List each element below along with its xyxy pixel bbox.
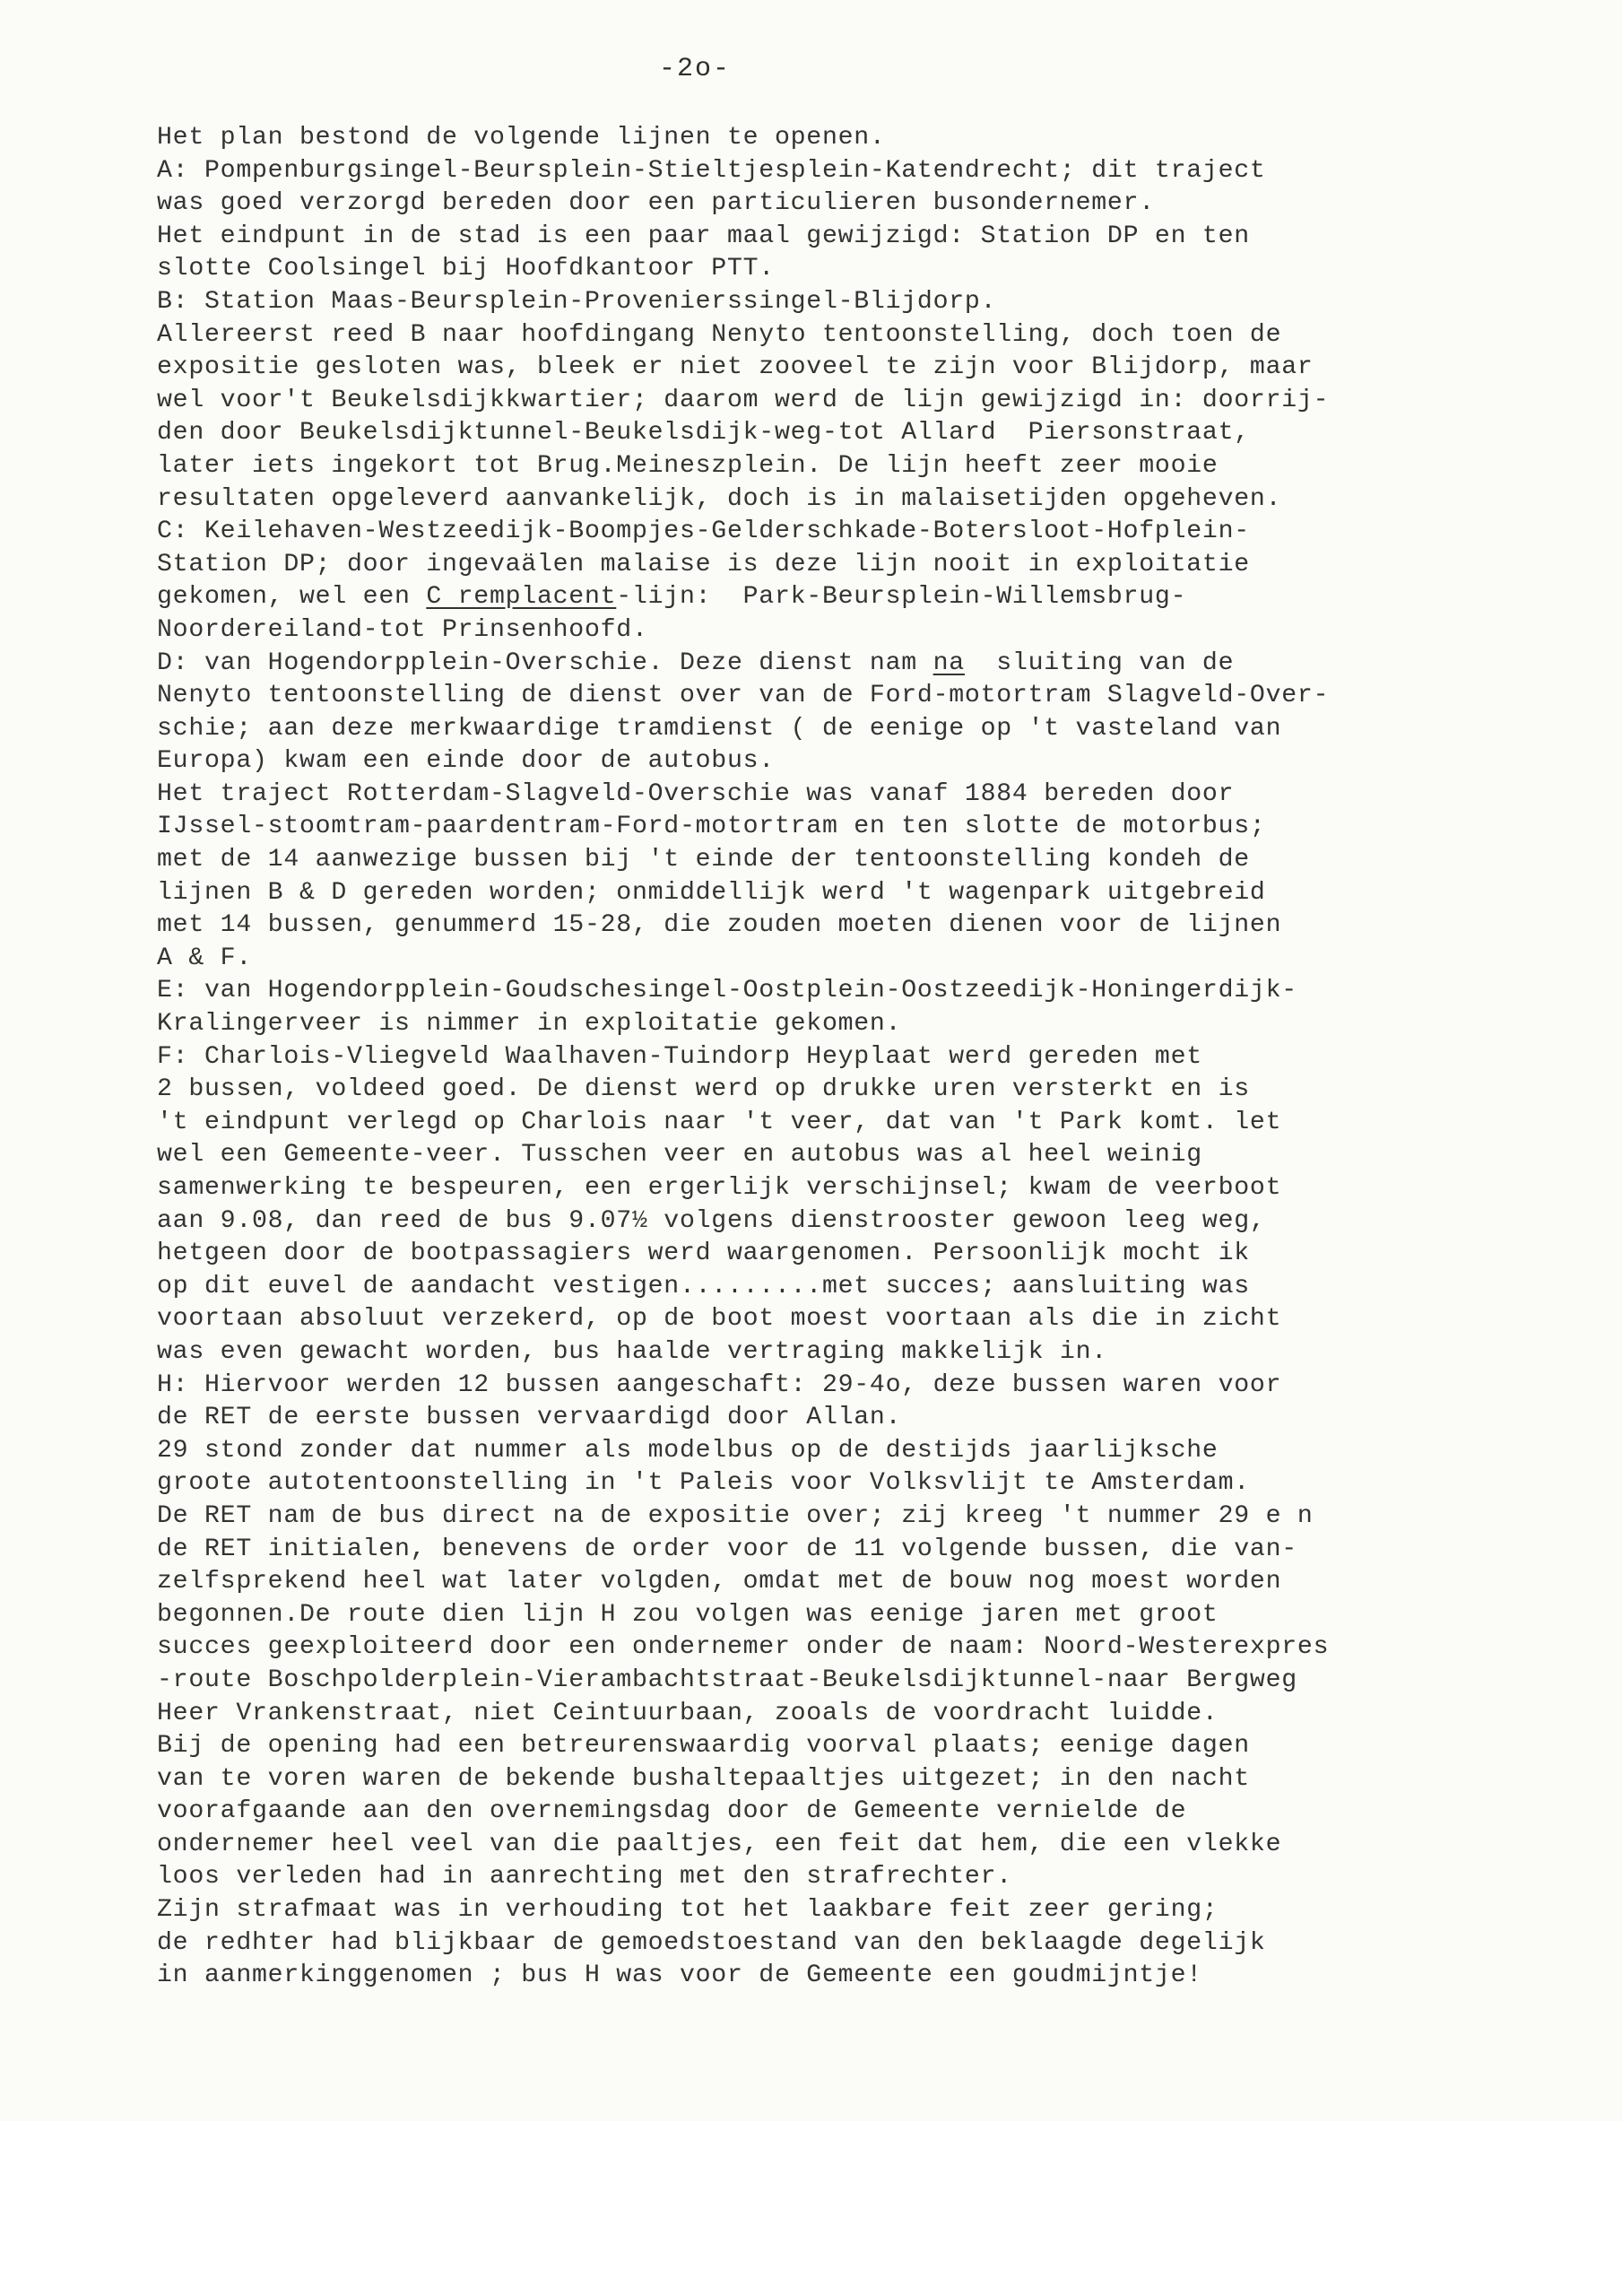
text-line: in aanmerkinggenomen ; bus H was voor de Gemeente een goudmijntje! [157,1961,1202,1990]
text-line: met de 14 aanwezige bussen bij 't einde der tentoonstelling kondeh de [157,846,1250,874]
text-line: Kralingerveer is nimmer in exploitatie gekomen. [157,1010,902,1039]
text-line: wel een Gemeente-veer. Tusschen veer en autobus was al heel weinig [157,1141,1202,1170]
text-line: loos verleden had in aanrechting met den strafrechter. [157,1863,1012,1892]
text-line: voorafgaande aan den overnemingsdag door de Gemeente vernielde de [157,1797,1187,1826]
text-line: 29 stond zonder dat nummer als modelbus op de destijds jaarlijksche [157,1436,1219,1465]
text-line: E: van Hogendorpplein-Goudschesingel-Oostplein-Oostzeedijk-Honingerdijk- [157,977,1297,1005]
text-line: Bij de opening had een betreurenswaardig voorval plaats; eenige dagen [157,1732,1250,1761]
text-line: 't eindpunt verlegd op Charlois naar 't veer, dat van 't Park komt. let [157,1108,1282,1136]
body-text [157,122,1618,1993]
text-line: Het traject Rotterdam-Slagveld-Overschie was vanaf 1884 bereden door [157,779,1235,808]
text-line: was goed verzorgd bereden door een particulieren busondernemer. [157,189,1155,218]
text-line: F: Charlois-Vliegveld Waalhaven-Tuindorp Heyplaat werd gereden met [157,1042,1202,1071]
text-line: groote autotentoonstelling in 't Paleis voor Volksvlijt te Amsterdam. [157,1469,1250,1498]
text-line: A & F. [157,944,252,972]
text-line: lijnen B & D gereden worden; onmiddellijk werd 't wagenpark uitgebreid [157,878,1266,907]
text-line: Noordereiland-tot Prinsenhoofd. [157,615,648,644]
text-line [157,648,1618,681]
text-line: Allereerst reed B naar hoofdingang Nenyto tentoonstelling, doch toen de [157,320,1282,349]
text-line [157,581,1618,614]
text-line: 2 bussen, voldeed goed. De dienst werd op drukke uren versterkt en is [157,1075,1250,1104]
text-segment: gekomen, wel een [157,583,427,612]
text-line: hetgeen door de bootpassagiers werd waargenomen. Persoonlijk mocht ik [157,1239,1250,1268]
text-line: voortaan absoluut verzekerd, op de boot moest voortaan als die in zicht [157,1305,1282,1334]
text-line: expositie gesloten was, bleek er niet zooveel te zijn voor Blijdorp, maar [157,353,1314,382]
text-line: was even gewacht worden, bus haalde vertraging makkelijk in. [157,1337,1107,1366]
text-line: H: Hiervoor werden 12 bussen aangeschaft: 29-4o, deze bussen waren voor [157,1370,1282,1399]
text-line: van te voren waren de bekende bushaltepaaltjes uitgezet; in den nacht [157,1764,1250,1793]
text-line: op dit euvel de aandacht vestigen.........met succes; aansluiting was [157,1272,1250,1300]
text-line: Europa) kwam een einde door de autobus. [157,747,775,776]
text-line: A: Pompenburgsingel-Beursplein-Stieltjesplein-Katendrecht; dit traject [157,156,1266,185]
underlined-text: C remplacent [426,583,617,612]
text-line: ondernemer heel veel van die paaltjes, een feit dat hem, die een vlekke [157,1830,1282,1858]
text-line: Het eindpunt in de stad is een paar maal gewijzigd: Station DP en ten [157,222,1250,250]
text-line: Nenyto tentoonstelling de dienst over van de Ford-motortram Slagveld-Over- [157,682,1330,710]
text-line: de RET initialen, benevens de order voor de 11 volgende bussen, die van- [157,1535,1297,1563]
text-line: later iets ingekort tot Brug.Meineszplein. De lijn heeft zeer mooie [157,451,1219,480]
text-line: schie; aan deze merkwaardige tramdienst ( de eenige op 't vasteland van [157,714,1282,743]
text-line: met 14 bussen, genummerd 15-28, die zouden moeten dienen voor de lijnen [157,911,1282,940]
text-line: Zijn strafmaat was in verhouding tot het laakbare feit zeer gering; [157,1896,1219,1925]
text-line: IJssel-stoomtram-paardentram-Ford-motortram en ten slotte de motorbus; [157,813,1266,841]
scan-background [0,2121,1622,2296]
underlined-text: na [932,648,965,677]
text-line: begonnen.De route dien lijn H zou volgen was eenige jaren met groot [157,1600,1219,1629]
text-line: de RET de eerste bussen vervaardigd door Allan. [157,1404,902,1432]
text-line: succes geexploiteerd door een ondernemer onder de naam: Noord-Westerexpres [157,1633,1330,1662]
text-line: De RET nam de bus direct na de expositie over; zij kreeg 't nummer 29 e n [157,1501,1314,1530]
text-segment: -lijn: Park-Beursplein-Willemsbrug- [616,583,1187,612]
text-line: aan 9.08, dan reed de bus 9.07½ volgens dienstrooster gewoon leeg weg, [157,1206,1266,1235]
text-line: Station DP; door ingevaälen malaise is deze lijn nooit in exploitatie [157,550,1250,578]
text-line: Het plan bestond de volgende lijnen te openen. [157,124,886,152]
text-line: B: Station Maas-Beursplein-Provenierssingel-Blijdorp. [157,287,997,316]
text-line: resultaten opgeleverd aanvankelijk, doch is in malaisetijden opgeheven. [157,484,1282,513]
text-segment: sluiting van de [964,648,1235,677]
text-line: wel voor't Beukelsdijkkwartier; daarom werd de lijn gewijzigd in: doorrij- [157,386,1330,414]
page-number: -2o- [659,54,732,84]
text-line: de redhter had blijkbaar de gemoedstoestand van den beklaagde degelijk [157,1928,1266,1957]
text-segment: D: van Hogendorpplein-Overschie. Deze dienst nam [157,648,933,677]
text-line: Heer Vrankenstraat, niet Ceintuurbaan, zooals de voordracht luidde. [157,1699,1219,1727]
text-line: zelfsprekend heel wat later volgden, omdat met de bouw nog moest worden [157,1568,1282,1596]
text-line: slotte Coolsingel bij Hoofdkantoor PTT. [157,255,775,283]
text-line: den door Beukelsdijktunnel-Beukelsdijk-weg-tot Allard Piersonstraat, [157,419,1250,448]
text-line: -route Boschpolderplein-Vierambachtstraat-Beukelsdijktunnel-naar Bergweg [157,1665,1297,1694]
text-line: samenwerking te bespeuren, een ergerlijk verschijnsel; kwam de veerboot [157,1174,1282,1202]
text-line: C: Keilehaven-Westzeedijk-Boompjes-Gelderschkade-Botersloot-Hofplein- [157,517,1250,546]
